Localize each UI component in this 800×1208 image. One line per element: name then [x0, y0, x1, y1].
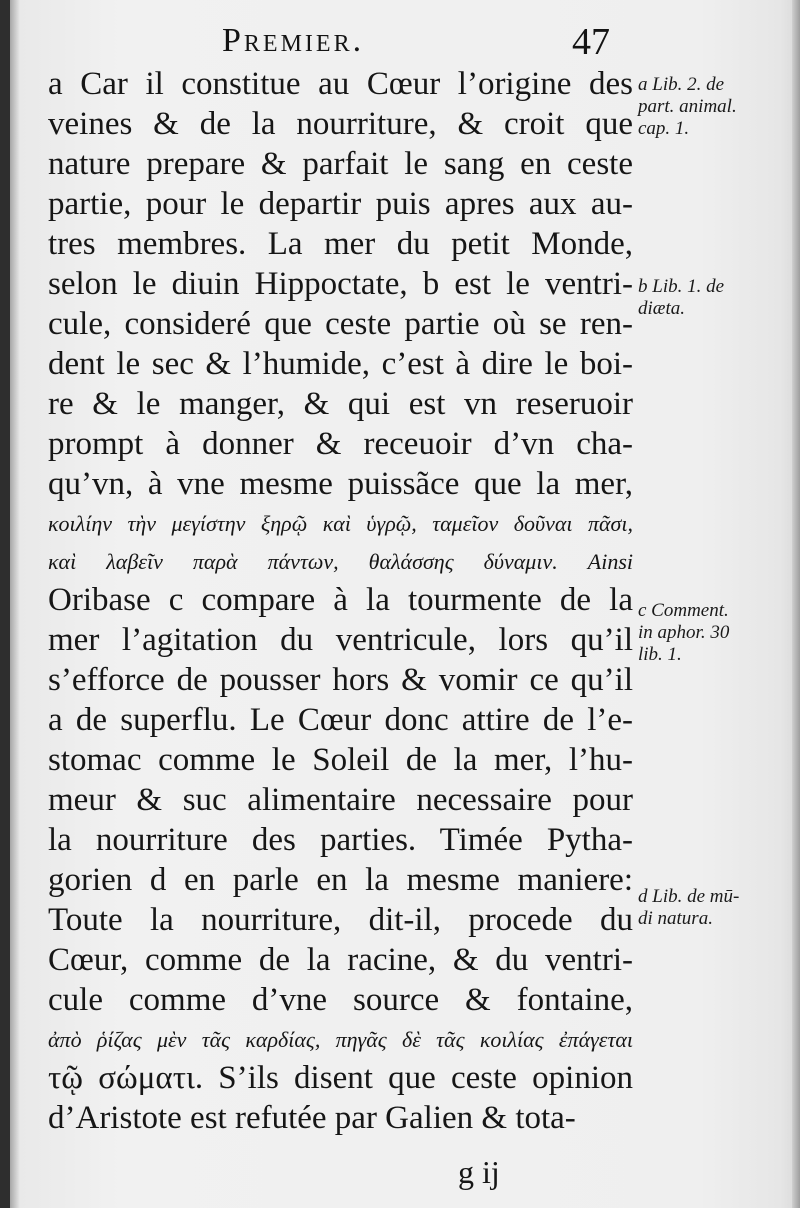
note-line: part. animal.	[638, 96, 737, 117]
text-line: dent le sec & l’humide, c’est à dire le boi-	[48, 346, 633, 382]
note-line: b Lib. 1. de	[638, 276, 725, 297]
greek-quote-line: καὶ λαβεῖν παρὰ πάντων, θαλάσσης δύναμιν. Ainsi	[48, 549, 633, 574]
text-line: meur & suc alimentaire necessaire pour	[48, 782, 633, 818]
text-line: nature prepare & parfait le sang en ceste	[48, 146, 633, 182]
text-line: re & le manger, & qui est vn reseruoir	[48, 386, 633, 422]
text-line: Oribase c compare à la tourmente de la	[48, 582, 633, 618]
text-line: mer l’agitation du ventricule, lors qu’il	[48, 622, 633, 658]
note-line: d Lib. de mū-	[638, 886, 740, 907]
note-line: lib. 1.	[638, 644, 682, 665]
signature-mark: g ij	[458, 1154, 500, 1190]
margin-note-d	[638, 886, 739, 930]
running-title: Premier.	[222, 22, 365, 59]
main-text-block	[48, 64, 633, 1138]
text-line: tres membres. La mer du petit Monde,	[48, 226, 633, 262]
text-line: d’Aristote est refutée par Galien & tota-	[48, 1100, 576, 1136]
text-line: a Car il constitue au Cœur l’origine des	[48, 66, 633, 102]
note-line: cap. 1.	[638, 118, 690, 139]
text-line: a de superflu. Le Cœur donc attire de l’e-	[48, 702, 633, 738]
text-line: cule comme d’vne source & fontaine,	[48, 982, 633, 1018]
text-line: Cœur, comme de la racine, & du ventri-	[48, 942, 633, 978]
page-number: 47	[572, 21, 610, 63]
text-line: Toute la nourriture, dit-il, procede du	[48, 902, 633, 938]
note-line: in aphor. 30	[638, 622, 730, 643]
text-line: selon le diuin Hippoctate, b est le ventri-	[48, 266, 633, 302]
note-line: diæta.	[638, 298, 685, 319]
marginal-notes	[638, 0, 798, 1208]
greek-quote-line: κοιλίην τὴν μεγίστην ξηρῷ καὶ ὑγρῷ, ταμεῖον δοῦναι πᾶσι,	[48, 511, 633, 536]
text-line: prompt à donner & receuoir d’vn cha-	[48, 426, 633, 462]
note-line: a Lib. 2. de	[638, 74, 725, 95]
text-line: cule, consideré que ceste partie où se ren-	[48, 306, 633, 342]
text-line: s’efforce de pousser hors & vomir ce qu’il	[48, 662, 633, 698]
margin-note-b	[638, 276, 724, 320]
text-line: stomac comme le Soleil de la mer, l’hu-	[48, 742, 633, 778]
text-line: veines & de la nourriture, & croit que	[48, 106, 633, 142]
note-line: di natura.	[638, 908, 713, 929]
text-line: la nourriture des parties. Timée Pytha-	[48, 822, 633, 858]
margin-note-a	[638, 74, 737, 140]
binding-shadow	[0, 0, 10, 1208]
text-line: partie, pour le departir puis apres aux au-	[48, 186, 633, 222]
greek-quote-line: ἀπὸ ῥίζας μὲν τᾶς καρδίας, πηγᾶς δὲ τᾶς κοιλίας ἐπάγεται	[48, 1027, 633, 1052]
text-line: τῷ σώματι. S’ils disent que ceste opinion	[48, 1060, 633, 1096]
text-line: qu’vn, à vne mesme puissãce que la mer,	[48, 466, 633, 502]
text-line: gorien d en parle en la mesme maniere:	[48, 862, 633, 898]
note-line: c Comment.	[638, 600, 729, 621]
margin-note-c	[638, 600, 729, 666]
